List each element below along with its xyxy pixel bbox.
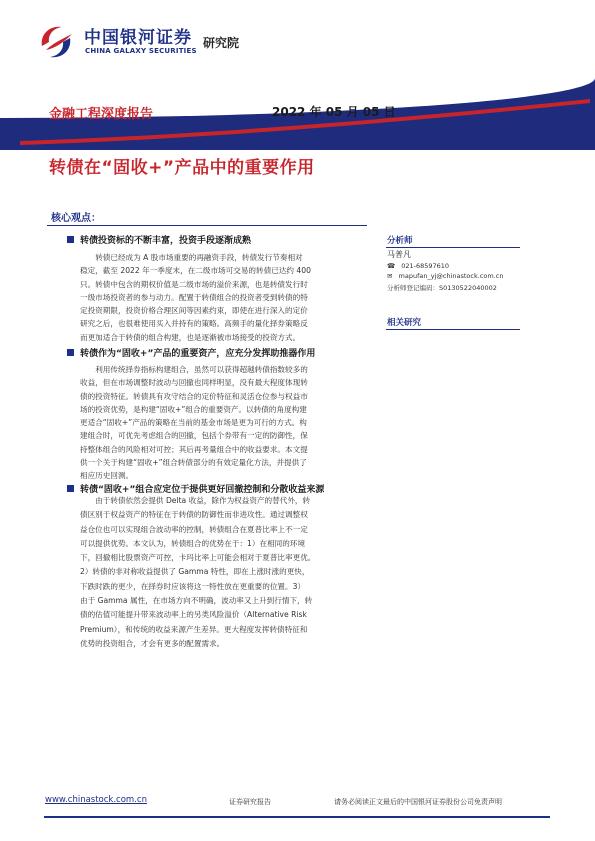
analyst-email: [387, 272, 503, 280]
core-viewpoints-label: 核心观点：: [51, 213, 101, 224]
section-heading-3: 转债“固收+”组合应定位于提供更好回撤控制和分散收益来源: [80, 485, 325, 495]
body-line: 债的投资特征。转债具有攻守结合的定价特征和灵活仓位参与权益市: [80, 391, 308, 401]
body-line: 稳定，截至 2022 年一季度末，在二级市场可交易的转债已达约 400: [80, 266, 311, 276]
core-divider: [47, 225, 367, 226]
report-type: 金融工程深度报告: [49, 107, 154, 122]
body-line: 供一个关于构建“固收+”组合转债部分的有效定量化方法，并提供了: [80, 458, 307, 468]
bullet-icon: [67, 349, 74, 356]
body-line: 相应历史回测。: [80, 471, 134, 481]
section-body-3: [80, 494, 377, 651]
body-line: 益仓位也可以实现组合波动率的控制，转债组合在夏普比率上不一定: [80, 524, 308, 534]
body-line: 债的估值可能提升带来波动率上的另类风险溢价（Alternative Risk: [80, 610, 307, 620]
related-research-label: 相关研究: [387, 318, 422, 328]
section-body-2: [80, 363, 377, 483]
body-line: 优势的投资组合，才会有更多的配置需求。: [80, 638, 225, 648]
bullet-icon: [67, 485, 74, 492]
body-line: 由于 Gamma 属性，在市场方向不明确，波动率又上升到行情下，转: [80, 596, 313, 606]
page-title: 转债在“固收+”产品中的重要作用: [49, 158, 315, 178]
phone-number: 021-68597610: [401, 262, 450, 270]
galaxy-logo-icon: [34, 20, 78, 64]
email-address[interactable]: mapufan_yj@chinastock.com.cn: [398, 272, 504, 280]
body-line: 可以提供优势。本文认为，转债组合的优势在于：1）在相同的环境: [80, 538, 306, 548]
footer-report-label: 证券研究报告: [229, 798, 271, 806]
analyst-cert: 分析师登记编码：S0130522040002: [387, 284, 497, 292]
body-line: 持整体组合的风险相对可控；其后再考量组合中的收益要求。本文提: [80, 444, 308, 454]
email-icon: ✉: [387, 272, 393, 280]
body-line: 一级市场投资者的参与动力。配置于转债组合的投资者受到转债的特: [80, 292, 308, 302]
body-line: 由于转债依然会提供 Delta 收益，除作为权益资产的替代外，转: [95, 496, 311, 505]
analyst-phone: [387, 262, 449, 270]
body-line: 债区别于权益资产的特征在于转债的防御性而非进攻性。通过调整权: [80, 510, 308, 520]
body-line: 2）转债的非对称收益提供了 Gamma 特性，即在上涨时涨的更快，: [80, 567, 310, 577]
footer-divider: [44, 816, 550, 818]
company-name-cn: 中国银河证券: [84, 28, 192, 48]
phone-icon: ☎: [387, 262, 396, 270]
body-line: 研究之后，也很难使用买入并持有的策略。高频手的量化择券策略反: [80, 319, 308, 329]
body-line: 而更加适合于转债的组合构建，也是逐渐被市场接受的投资方式。: [80, 332, 301, 342]
body-line: 建组合时，可优先考虑组合的回撤，包括个券带有一定的防御性，保: [80, 431, 308, 441]
bullet-icon: [67, 236, 74, 243]
related-divider: [386, 329, 520, 330]
body-line: 收益，但在市场调整时波动与回撤也同样明显，没有最大程度体现转: [80, 378, 308, 388]
analyst-label: 分析师: [387, 236, 413, 246]
body-line: 转债已经成为 A 股市场重要的再融资手段，转债发行节奏相对: [95, 253, 303, 262]
section-body-1: [80, 251, 377, 344]
body-line: 定投资期限，投资价格合理区间等因素约束，即使在进行深入的定价: [80, 306, 308, 316]
body-line: 只。转债中包含的期权价值是二级市场的溢价来源，也是转债发行时: [80, 279, 308, 289]
analyst-divider: [386, 247, 520, 248]
company-name-en: CHINA GALAXY SECURITIES: [85, 47, 197, 55]
body-line: 场的投资优势，是构建“固收+”组合的重要资产。以转债的角度构建: [80, 404, 307, 414]
body-line: 更适合“固收+”产品的策略在当前的基金市场是更为可行的方式。构: [80, 418, 307, 428]
body-line: 下跌时跌的更少，在择券时应该将这一特性放在更重要的位置。3）: [80, 581, 306, 591]
body-line: 下，回撤相比股票资产可控，卡玛比率上可能会相对于夏普比率更优。: [80, 553, 316, 563]
section-heading-2: 转债作为“固收+”产品的重要资产，应充分发挥助推器作用: [80, 349, 316, 359]
institute-label: 研究院: [203, 36, 240, 50]
section-heading-1: 转债投资标的不断丰富，投资手段逐渐成熟: [80, 236, 252, 246]
footer-disclaimer: 请务必阅读正文最后的中国银河证券股份公司免责声明: [334, 798, 502, 806]
footer-website-link[interactable]: www.chinastock.com.cn: [45, 795, 147, 805]
body-line: 利用传统择券指标构建组合，虽然可以获得超越转债指数较多的: [95, 365, 308, 374]
analyst-name: 马普凡: [387, 250, 411, 259]
report-date: 2022 年 05 月 05 日: [272, 105, 396, 119]
body-line: Premium），和传统的收益来源产生差异。更大程度发挥转债特征和: [80, 624, 308, 634]
